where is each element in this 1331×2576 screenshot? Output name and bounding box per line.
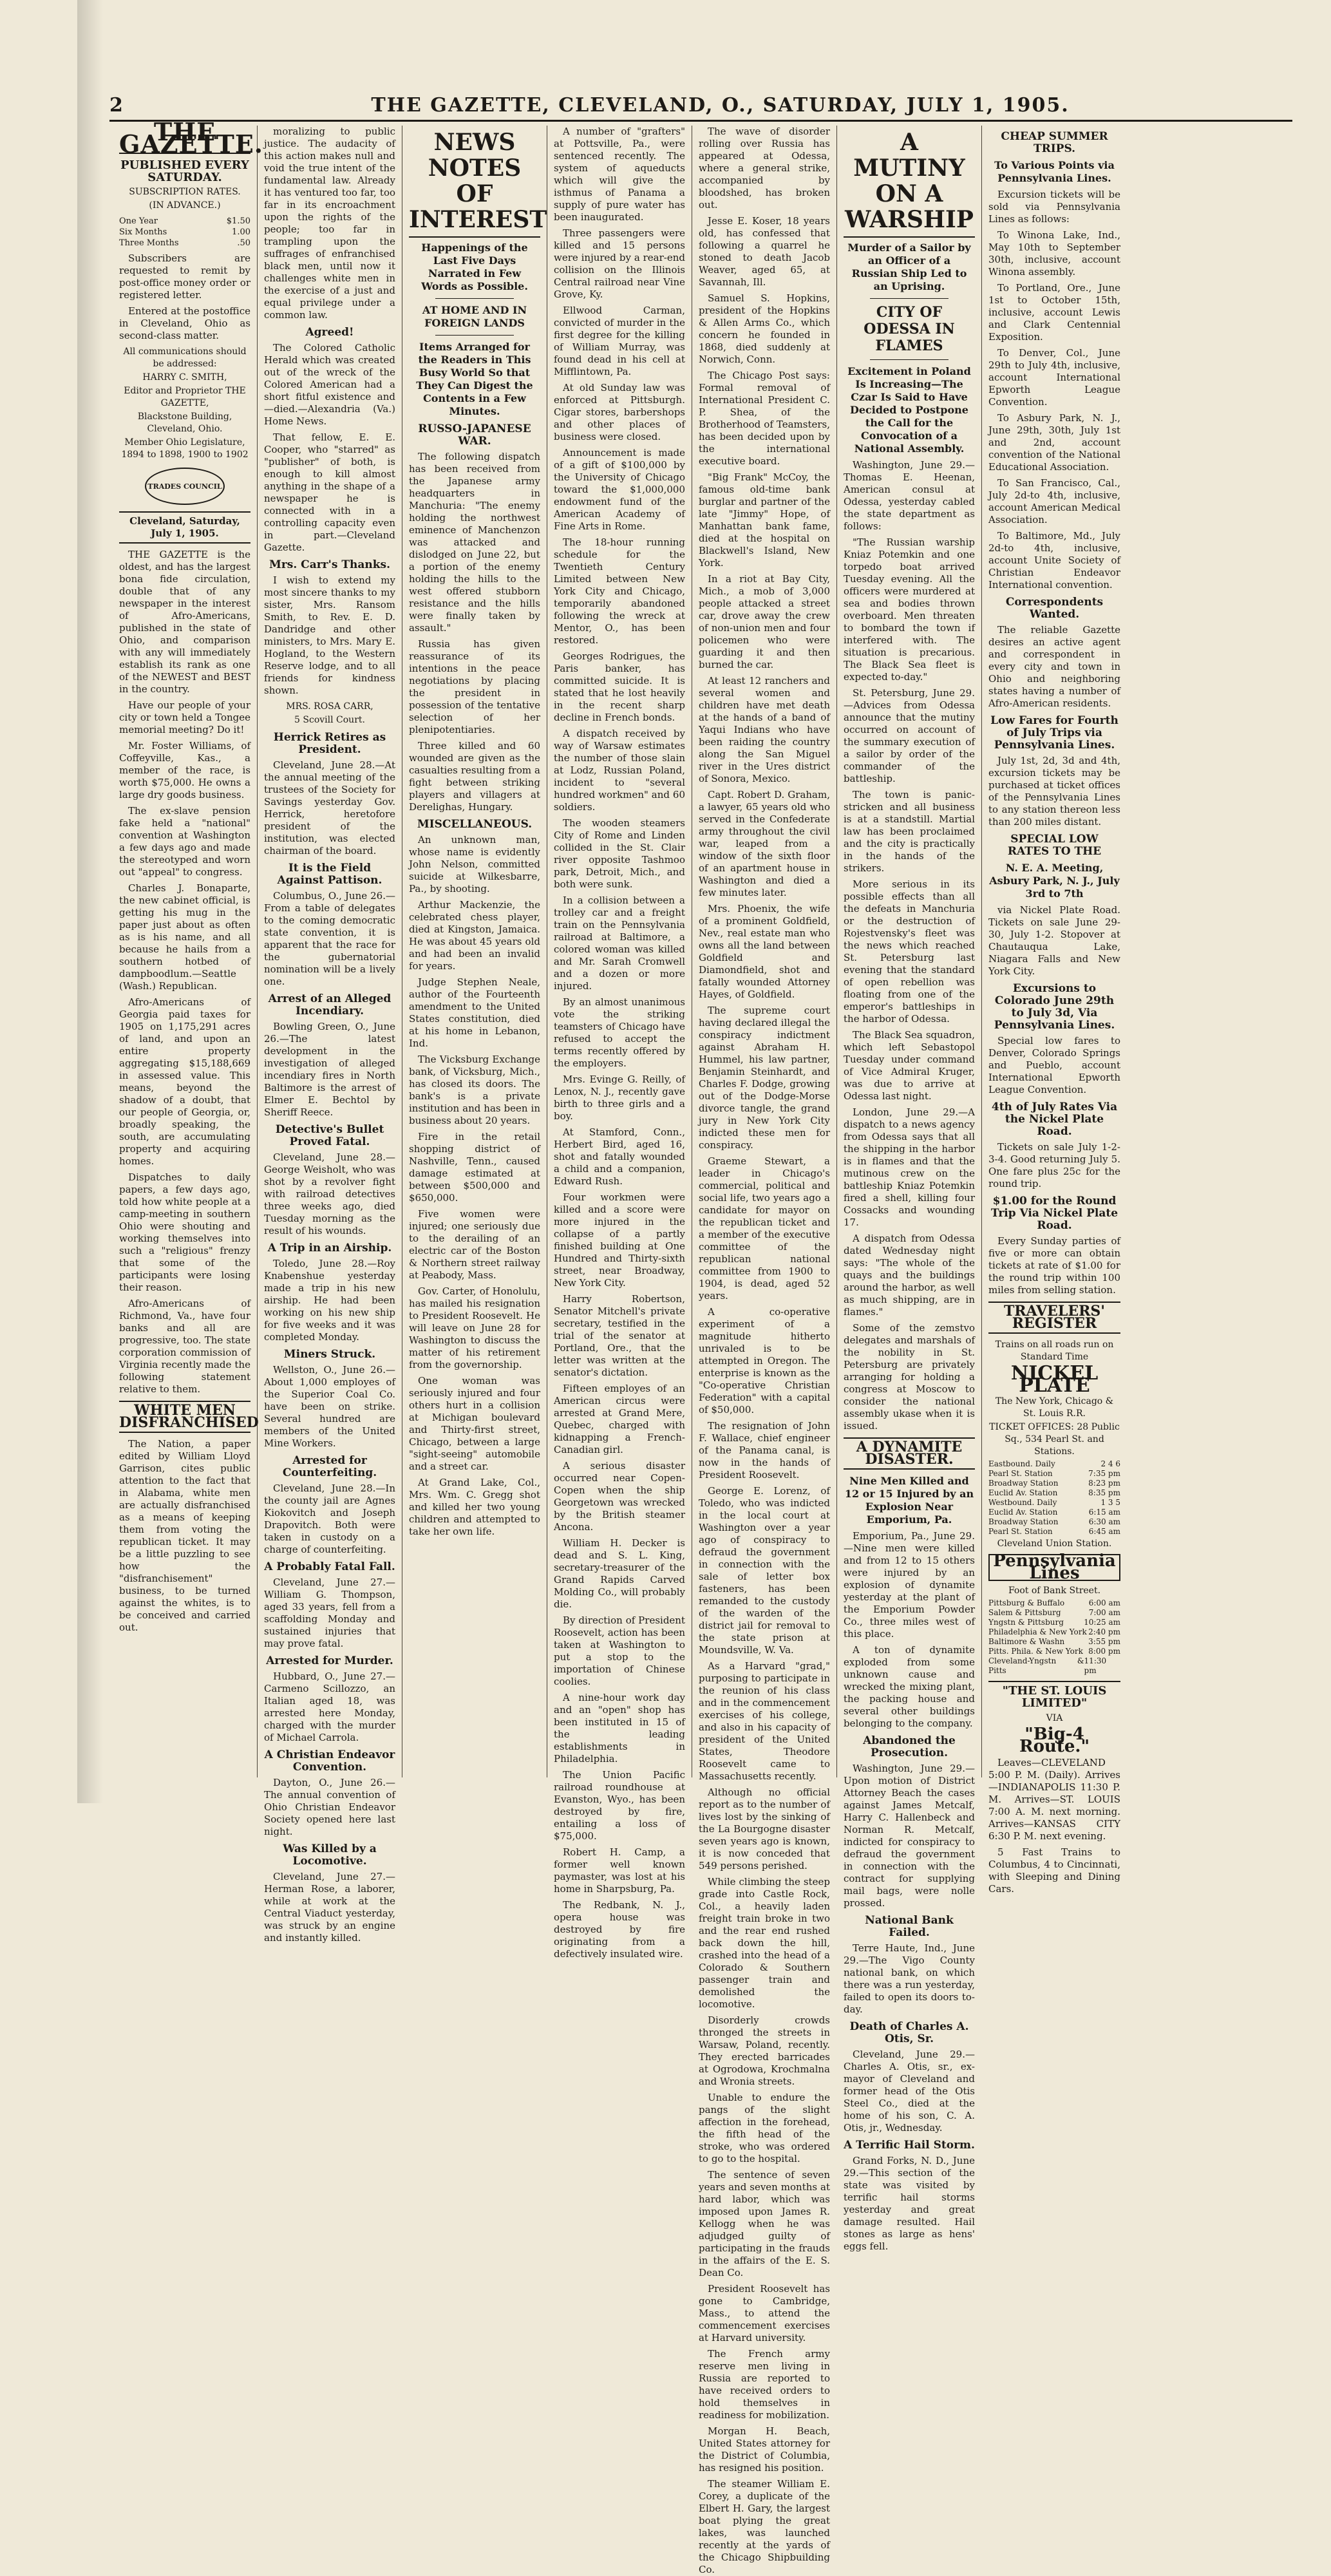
article-paragraph: The ex-slave pension fake held a "national" convention at Washington a few days ago and made the stereotyped and worn out "appeal" to congress. (119, 805, 250, 878)
editor-role: Editor and Proprietor THE GAZETTE, (124, 386, 246, 408)
article-paragraph: A nine-hour work day and an "open" shop has been instituted in 15 of the leading establishments in Philadelphia. (554, 1692, 685, 1765)
article-paragraph: To Asbury Park, N. J., June 29th, 30th, July 1st and 2nd, account convention of the National Educational Association. (988, 412, 1120, 473)
table-row: Pearl St. Station 6:45 am (988, 1527, 1120, 1536)
deck: Excitement in Poland Is Increasing—The Czar Is Said to Have Decided to Postpone the Call for the Convocation of a National Assembly. (847, 365, 971, 455)
article-paragraph: To Portland, Ore., June 1st to October 15th, inclusive, account Lewis and Clark Centennial Exposition. (988, 282, 1120, 343)
article-paragraph: A dispatch received by way of Warsaw estimates the number of those slain at Lodz, Russian Poland, incident to "several hundred workmen" and 60 soldiers. (554, 728, 685, 813)
legislature-note: Member Ohio Legislature, 1894 to 1898, 1900 to 1902 (121, 437, 249, 460)
table-row: Pittsburg & Buffalo 6:00 am (988, 1598, 1120, 1607)
article-paragraph: Arthur Mackenzie, the celebrated chess player, died at Kingston, Jamaica. He was about 45 years old and had been an invalid for years. (409, 899, 540, 972)
section-heading: 4th of July Rates Via the Nickel Plate Road. (991, 1101, 1118, 1138)
penn-timetable (988, 1598, 1120, 1676)
section-heading: Agreed! (305, 326, 354, 339)
section-heading: WHITE MEN DISFRANCHISED (119, 1401, 250, 1433)
article-paragraph: Gov. Carter, of Honolulu, has mailed his resignation to President Roosevelt. He will leave on June 28 for Washington to discuss the matter of his retirement from the governorship. (409, 1285, 540, 1370)
article-paragraph: Leaves—CLEVELAND 5:00 P. M. (Daily). Arrives—INDIANAPOLIS 11:30 P. M. Arrives—ST. LOUIS 7:00 A. M. next morning. Arrives—KANSAS CITY 6:30 P. M. next evening. (988, 1757, 1120, 1842)
article-paragraph: Unable to endure the pangs of the slight affection in the forehead, the fifth head of the stroke, who was ordered to go to the hospital. (699, 2092, 830, 2164)
section-heading: Mrs. Carr's Thanks. (269, 558, 390, 571)
page-number: 2 (109, 93, 123, 117)
article-paragraph: The resignation of John F. Wallace, chief engineer of the Panama canal, is now in the hands of President Roosevelt. (699, 1420, 830, 1481)
article-paragraph: Disorderly crowds thronged the streets in Warsaw, Poland, recently. They erected barricades at Ogrodowa, Krochmalna and Wronia streets. (699, 2014, 830, 2087)
address-note: All communications should be addressed: (123, 346, 247, 369)
article-paragraph: Hubbard, O., June 27.—Carmeno Scillozzo, an Italian aged 18, was arrested here Monday, charged with the murder of Michael Carrola. (264, 1671, 395, 1743)
article-paragraph: Cleveland, June 28.—In the county jail are Agnes Kiokovitch and Joseph Drapovitch. Both were taken in custody on a charge of counterfeiting. (264, 1482, 395, 1555)
penn-station: Cleveland Union Station. (997, 1539, 1112, 1549)
section-heading: National Bank Failed. (865, 1914, 954, 1939)
union-label-icon: TRADES COUNCIL (145, 468, 225, 505)
article-paragraph: Russia has given reassurance of its intentions in the peace negotiations by placing the president in possession of the tentative selection of her plenipotentiaries. (409, 638, 540, 735)
article-paragraph: At Grand Lake, Col., Mrs. Wm. C. Gregg shot and killed her two young children and attempted to take her own life. (409, 1477, 540, 1537)
article-paragraph: Graeme Stewart, a leader in Chicago's commercial, political and social life, two years ago a candidate for mayor on the republican ticket and a member of the executive committee of the republican national committee from 1900 to 1904, is dead, aged 52 years. (699, 1155, 830, 1302)
article-paragraph: Afro-Americans of Georgia paid taxes for 1905 on 1,175,291 acres of land, and upon an entire property aggregating $15,188,669 in assessed value. This means, beyond the shadow of a doubt, that our people of Georgia, or, broadly speaking, the south, are accumulating property and acquiring homes. (119, 996, 250, 1167)
article-paragraph: The 18-hour running schedule for the Twentieth Century Limited between New York City and Chicago, temporarily abandoned following the wreck at Mentor, O., has been restored. (554, 536, 685, 646)
article-paragraph: Tickets on sale July 1-2-3-4. Good returning July 5. One fare plus 25c for the round trip. (988, 1141, 1120, 1189)
divider (870, 298, 949, 299)
column-5 (692, 126, 837, 2575)
table-row: Pitts. Phila. & New York 8:00 pm (988, 1647, 1120, 1656)
article-paragraph: Afro-Americans of Richmond, Va., have four banks and all are progressive, too. The state corporation commission of Virginia recently made the following statement relative to them. (119, 1298, 250, 1395)
columns (113, 117, 1292, 2575)
article-paragraph: Wellston, O., June 26.—About 1,000 employes of the Superior Coal Co. have been on strike. Several hundred are members of the United Mine Workers. (264, 1364, 395, 1449)
section-heading: SPECIAL LOW RATES TO THE (1007, 833, 1102, 858)
article-paragraph: Bowling Green, O., June 26.—The latest development in the investigation of alleged incendiary fires in North Baltimore is the arrest of Elmer E. Bechtol by Sheriff Reece. (264, 1021, 395, 1118)
section-heading: Excursions to Colorado June 29th to July 3d, Via Pennsylvania Lines. (994, 982, 1115, 1032)
rates-table (119, 216, 250, 249)
article-paragraph: Three passengers were killed and 15 persons were injured by a rear-end collision on the Illinois Central railroad near Vine Grove, Ky. (554, 227, 685, 300)
article-paragraph: Every Sunday parties of five or more can obtain tickets at rate of $1.00 for the round trip within 100 miles from selling station. (988, 1235, 1120, 1296)
article-paragraph: Mrs. Phoenix, the wife of a prominent Goldfield, Nev., real estate man who owns all the land between Goldfield and Diamondfield, shot and fatally wounded Attorney Hayes, of Goldfield. (699, 903, 830, 1000)
article-paragraph: The steamer William E. Corey, a duplicate of the Elbert H. Gary, the largest boat plying the great lakes, was launched recently at the yards of the Chicago Shipbuilding Co. (699, 2478, 830, 2575)
page-title: THE GAZETTE, CLEVELAND, O., SATURDAY, JULY 1, 1905. (371, 93, 1070, 117)
table-row: Westbound. Daily 1 3 5 (988, 1498, 1120, 1507)
article-paragraph: William H. Decker is dead and S. L. King, secretary-treasurer of the Grand Rapids Carved Molding Co., will probably die. (554, 1537, 685, 1610)
rate-row: Six Months 1.00 (119, 227, 250, 237)
article-paragraph: Harry Robertson, Senator Mitchell's private secretary, testified in the trial of the senator at Portland, Ore., that the letter was written at the senator's dictation. (554, 1293, 685, 1378)
table-row: Broadway Station 8:23 pm (988, 1479, 1120, 1488)
article-paragraph: The Nation, a paper edited by William Lloyd Garrison, cites public attention to the fact that in Alabama, white men are actually disfranchised as a means of keeping them from voting the republican ticket. It may be a little puzzling to see how the "disfranchisement" business, to be turned against the whites, is to be conceived and carried out. (119, 1438, 250, 1633)
article-paragraph: The sentence of seven years and seven months at hard labor, which was imposed upon James R. Kellogg when he was adjudged guilty of participating in the frauds in the affairs of the E. S. Dean Co. (699, 2169, 830, 2278)
article-paragraph: Although no official report as to the number of lives lost by the sinking of the La Bourgogne disaster seven years ago is known, it is now conceded that 549 persons perished. (699, 1786, 830, 1871)
article-paragraph: To San Francisco, Cal., July 2d-to 4th, inclusive, account American Medical Association. (988, 477, 1120, 526)
article-paragraph: By direction of President Roosevelt, action has been taken at Washington to put a stop to the importation of Chinese coolies. (554, 1615, 685, 1687)
section-heading: Arrested for Murder. (266, 1654, 393, 1667)
article-paragraph: Morgan H. Beach, United States attorney for the District of Columbia, has resigned his position. (699, 2425, 830, 2474)
section-heading: Correspondents Wanted. (1005, 596, 1104, 621)
column-6 (837, 126, 982, 2252)
table-row: Salem & Pittsburg 7:00 am (988, 1608, 1120, 1617)
rate-row: Three Months .50 (119, 238, 250, 248)
article-paragraph: London, June 29.—A dispatch to a news agency from Odessa says that all the shipping in the harbor is in flames and that the mutinous crew on the battleship Kniaz Potemkin fired a shell, killing four Cossacks and wounding 17. (844, 1106, 975, 1228)
dateline: Cleveland, Saturday, July 1, 1905. (119, 511, 250, 544)
article-paragraph: While climbing the steep grade into Castle Rock, Col., a heavily laden freight train broke in two and the rear end rushed back down the hill, crashed into the head of a Colorado & Southern passenger train and demolished the locomotive. (699, 1876, 830, 2010)
article-paragraph: Announcement is made of a gift of $100,000 by the University of Chicago toward the $1,000,000 endowment fund of the American Academy of Fine Arts in Rome. (554, 447, 685, 532)
article-paragraph: One woman was seriously injured and four others hurt in a collision at Michigan boulevard and Thirty-first street, Chicago, between a large "sight-seeing" automobile and a street car. (409, 1375, 540, 1472)
table-row: Pearl St. Station 7:35 pm (988, 1469, 1120, 1478)
article-paragraph: Mr. Foster Williams, of Coffeyville, Kas., a member of the race, is worth $75,000. He owns a large dry goods business. (119, 740, 250, 800)
article-paragraph: Mrs. Evinge G. Reilly, of Lenox, N. J., recently gave birth to three girls and a boy. (554, 1074, 685, 1122)
section-heading: A Christian Endeavor Convention. (264, 1748, 395, 1774)
section-heading: A Terrific Hail Storm. (844, 2139, 975, 2152)
article-paragraph: The supreme court having declared illegal the conspiracy indictment against Abraham H. Hummel, his law partner, Benjamin Steinhardt, and Charles F. Dodge, growing out of the Dodge-Morse divorce tangle, the grand jury in New York City indicted these men for conspiracy. (699, 1005, 830, 1151)
page-fold-shadow (77, 0, 103, 1803)
table-row: Baltimore & Washn 3:55 pm (988, 1637, 1120, 1646)
article-paragraph: More serious in its possible effects than all the defeats in Manchuria or the destruction of Rojestvensky's fleet was the news which reached St. Petersburg last evening that the standard of open rebellion was floating from one of the emperor's battleships in the harbor of Odessa. (844, 878, 975, 1025)
article-paragraph: Four workmen were killed and a score were more injured in the collapse of a partly finished building at One Hundred and Thirty-sixth street, near Broadway, New York City. (554, 1191, 685, 1289)
article-paragraph: At old Sunday law was enforced at Pittsburgh. Cigar stores, barbershops and other places of business were closed. (554, 382, 685, 442)
article-paragraph: Capt. Robert D. Graham, a lawyer, 65 years old who served in the Confederate army throughout the civil war, leaped from a window of the sixth floor of an apartment house in Washington and died a few minutes later. (699, 789, 830, 898)
section-heading: Herrick Retires as President. (273, 731, 386, 756)
article-paragraph: Emporium, Pa., June 29.—Nine men were killed and from 12 to 15 others were injured by an explosion of dynamite yesterday at the plant of the Emporium Powder Co., three miles west of this place. (844, 1530, 975, 1640)
article-paragraph: A dispatch from Odessa dated Wednesday night says: "The whole of the quays and the buildings around the harbor, as well as much shipping, are in flames." (844, 1233, 975, 1318)
column-2 (258, 126, 402, 1944)
article-paragraph: To Winona Lake, Ind., May 10th to September 30th, inclusive, account Winona assembly. (988, 229, 1120, 278)
column-7 (982, 126, 1127, 1895)
article-paragraph: Terre Haute, Ind., June 29.—The Vigo County national bank, on which there was a run yesterday, failed to open its doors to-day. (844, 1942, 975, 2015)
subheadline: N. E. A. Meeting, Asbury Park, N. J., July 3rd to 7th (989, 862, 1120, 900)
section-heading: Was Killed by a Locomotive. (283, 1842, 377, 1868)
article-paragraph: Jesse E. Koser, 18 years old, has confessed that following a quarrel he stoned to death Jacob Weaver, aged 65, at Savannah, Ill. (699, 215, 830, 288)
section-heading: Detective's Bullet Proved Fatal. (275, 1123, 384, 1148)
article-paragraph: Excursion tickets will be sold via Pennsylvania Lines as follows: (988, 189, 1120, 225)
article-paragraph: A number of "grafters" at Pottsville, Pa., were sentenced recently. The system of aqueducts which will give the isthmus of Panama a supply of pure water has been inaugurated. (554, 126, 685, 223)
article-paragraph: Columbus, O., June 26.—From a table of delegates to the coming democratic state convention, it is apparent that the race for the gubernatorial nomination will be a lively one. (264, 890, 395, 987)
deck: Items Arranged for the Readers in This Busy World So that They Can Digest the Contents in a Few Minutes. (416, 341, 533, 417)
article-paragraph: Some of the zemstvo delegates and marshals of the nobility in St. Petersburg are privately arranging for holding a congress at Moscow to consider the national assembly ukase when it is issued. (844, 1322, 975, 1432)
signature-address: 5 Scovill Court. (294, 715, 365, 725)
pennsylvania-lines-logo: Pennsylvania Lines (988, 1554, 1120, 1581)
article-paragraph: The wave of disorder rolling over Russia has appeared at Odessa, where a general strike, accompanied by bloodshed, has broken out. (699, 126, 830, 211)
published-line: PUBLISHED EVERY SATURDAY. (120, 158, 249, 184)
subheadline: Murder of a Sailor by an Officer of a Russian Ship Led to an Uprising. (847, 242, 971, 292)
article-paragraph: The reliable Gazette desires an active agent and correspondent in every city and town in Ohio and neighboring states having a number of Afro-American residents. (988, 624, 1120, 709)
article-paragraph: July 1st, 2d, 3d and 4th, excursion tickets may be purchased at ticket offices of the Pennsylvania Lines to any station thereon less than 200 miles distant. (988, 755, 1120, 828)
column-4 (547, 126, 692, 1960)
article-paragraph: Grand Forks, N. D., June 29.—This section of the state was visited by terrific hail storms yesterday and great damage resulted. Hail stones as large as hens' eggs fell. (844, 2155, 975, 2252)
table-row: Euclid Av. Station 6:15 am (988, 1508, 1120, 1517)
article-paragraph: Cleveland, June 28.—At the annual meeting of the trustees of the Society for Savings yesterday Gov. Herrick, heretofore president of the institution, was elected chairman of the board. (264, 759, 395, 857)
article-paragraph: A serious disaster occurred near Copen-Copen when the ship Georgetown was wrecked by the British steamer Ancona. (554, 1460, 685, 1533)
section-heading: A DYNAMITE DISASTER. (844, 1437, 975, 1470)
divider (435, 298, 514, 299)
article-paragraph: The town is panic-stricken and all business is at a standstill. Martial law has been proclaimed and the city is practically in the hands of the strikers. (844, 789, 975, 874)
article-paragraph: George E. Lorenz, of Toledo, who was indicted in the local court at Washington over a year ago of conspiracy to defraud the government in connection with the sale of letter box fasteners, has been remanded to the custody of the warden of the district jail for removal to the state prison at Moundsville, W. Va. (699, 1485, 830, 1656)
article-paragraph: via Nickel Plate Road. Tickets on sale June 29-30, July 1-2. Stopover at Chautauqua Lake, Niagara Falls and New York City. (988, 904, 1120, 977)
headline-secondary: CITY OF ODESSA IN FLAMES (864, 304, 955, 354)
table-row: Eastbound. Daily 2 4 6 (988, 1459, 1120, 1468)
article-paragraph: Judge Stephen Neale, author of the Fourteenth amendment to the United States constitution, died at his home in Lebanon, Ind. (409, 976, 540, 1049)
article-paragraph: Toledo, June 28.—Roy Knabenshue yesterday made a trip in his new airship. He had been working on his new ship for five weeks and it was completed Monday. (264, 1258, 395, 1343)
headline: A MUTINY ON A WARSHIP (844, 129, 975, 238)
nickel-plate-logo: NICKEL PLATE (1010, 1362, 1099, 1397)
article-paragraph: Cleveland, June 27.—Herman Rose, a laborer, while at work at the Central Viaduct yesterday, was struck by an engine and instantly killed. (264, 1871, 395, 1944)
page-header (109, 90, 1292, 122)
signature: MRS. ROSA CARR, (286, 701, 373, 712)
section-heading: Arrest of an Alleged Incendiary. (268, 992, 392, 1018)
rates-title: SUBSCRIPTION RATES. (129, 187, 241, 197)
article-paragraph: St. Petersburg, June 29.—Advices from Odessa announce that the mutiny occurred on account of the summary execution of a sailor by order of the commander of the battleship. (844, 687, 975, 784)
section-heading: TRAVELERS' REGISTER (988, 1302, 1120, 1334)
section-heading: Abandoned the Prosecution. (863, 1734, 956, 1759)
article-paragraph: The French army reserve men living in Russia are reported to have received orders to hold themselves in readiness for mobilization. (699, 2348, 830, 2421)
article-paragraph: To Baltimore, Md., July 2d-to 4th, inclusive, account Unite Society of Christian Endeavor International convention. (988, 530, 1120, 591)
via-label: VIA (1046, 1713, 1063, 1723)
article-paragraph: Charles J. Bonaparte, the new cabinet official, is getting his mug in the paper just about as often as is his name, and all because he hails from a southern hotbed of dampboodlum.—Seattle (Wash.) Republican. (119, 882, 250, 992)
article-paragraph: In a collision between a trolley car and a freight train on the Pennsylvania railroad at Baltimore, a colored woman was killed and Mr. Sarah Cromwell and a dozen or more injured. (554, 895, 685, 992)
subscribers-note: Subscribers are requested to remit by post-office money order or registered letter. (119, 252, 250, 301)
table-row: Yngstn & Pittsburg 10:25 am (988, 1618, 1120, 1627)
section-heading: It is the Field Against Pattison. (277, 862, 382, 887)
st-louis-limited: "THE ST. LOUIS LIMITED" (988, 1681, 1120, 1709)
article-paragraph: THE GAZETTE is the oldest, and has the largest bona fide circulation, double that of any newspaper in the interest of Afro-Americans, published in the state of Ohio, and comparison with any will immediately establish its rank as one of the NEWEST and BEST in the country. (119, 549, 250, 695)
article-paragraph: The Redbank, N. J., opera house was destroyed by fire originating from a defectively insulated wire. (554, 1899, 685, 1960)
headline: NEWS NOTES OF INTEREST (409, 129, 540, 238)
editor-name: HARRY C. SMITH, (142, 372, 227, 383)
article-paragraph: Fire in the retail shopping district of Nashville, Tenn., caused damage estimated at between $500,000 and $650,000. (409, 1131, 540, 1204)
article-paragraph: Have our people of your city or town held a Tongee memorial meeting? Do it! (119, 699, 250, 735)
article-paragraph: Cleveland, June 27.—William G. Thompson, aged 33 years, fell from a scaffolding Monday and sustained injuries that may prove fatal. (264, 1577, 395, 1649)
column-3 (402, 126, 547, 1777)
article-paragraph: A ton of dynamite exploded from some unknown cause and wrecked the mixing plant, the packing house and several other buildings belonging to the company. (844, 1644, 975, 1729)
article-paragraph: Dayton, O., June 26.—The annual convention of Ohio Christian Endeavor Society opened here last night. (264, 1777, 395, 1837)
article-paragraph: That fellow, E. E. Cooper, who "starred" as "publisher" of both, is enough to kill almost anything in the shape of a newspaper he is connected with in a controlling capacity even in part.—Cleveland Gazette. (264, 431, 395, 553)
divider (870, 359, 949, 360)
article-paragraph: To Denver, Col., June 29th to July 4th, inclusive, account International Epworth League Convention. (988, 347, 1120, 408)
article-paragraph: The Black Sea squadron, which left Sebastopol Tuesday under command of Vice Admiral Kruger, was due to arrive at Odessa last night. (844, 1029, 975, 1102)
rate-row: One Year $1.50 (119, 216, 250, 226)
article-paragraph: I wish to extend my most sincere thanks to my sister, Mrs. Ransom Smith, to Rev. E. D. Dandridge and other ministers, to Mrs. Mary E. Hogland, to the Western Reserve lodge, and to all friends for kindness shown. (264, 574, 395, 696)
article-paragraph: By an almost unanimous vote the striking teamsters of Chicago have refused to accept the terms recently offered by the employers. (554, 996, 685, 1069)
article-paragraph: The wooden steamers City of Rome and Linden collided in the St. Clair river opposite Tashmoo park, Detroit, Mich., and both were sunk. (554, 817, 685, 890)
table-row: Euclid Av. Station 8:35 pm (988, 1488, 1120, 1497)
article-paragraph: Special low fares to Denver, Colorado Springs and Pueblo, account International Epworth League Convention. (988, 1035, 1120, 1095)
article-paragraph: An unknown man, whose name is evidently John Nelson, committed suicide at Wilkesbarre, Pa., by shooting. (409, 834, 540, 895)
article-paragraph: The Colored Catholic Herald which was created out of the wreck of the Colored American had a short fitful existence and—died.—Alexandria (Va.) Home News. (264, 342, 395, 427)
article-paragraph: Ellwood Carman, convicted of murder in the first degree for the killing of William Murray, was found dead in his cell at Mifflintown, Pa. (554, 305, 685, 377)
section-heading: $1.00 for the Round Trip Via Nickel Plate Road. (990, 1195, 1119, 1232)
editor-address: Blackstone Building, Cleveland, Ohio. (137, 412, 232, 434)
article-paragraph: 5 Fast Trains to Columbus, 4 to Cincinnati, with Sleeping and Dining Cars. (988, 1846, 1120, 1895)
article-paragraph: At Stamford, Conn., Herbert Bird, aged 16, shot and fatally wounded a child and a companion, Edward Rush. (554, 1126, 685, 1187)
article-paragraph: Cleveland, June 29.—Charles A. Otis, sr., ex-mayor of Cleveland and former head of the Otis Steel Co., died at the home of his son, C. A. Otis, jr., Wednesday. (844, 2049, 975, 2134)
nickel-plate-subtitle: The New York, Chicago & St. Louis R.R. (995, 1396, 1114, 1419)
section-heading: MISCELLANEOUS. (417, 818, 533, 831)
article-paragraph: As a Harvard "grad," purposing to participate in the reunion of his class and in the commencement exercises of his college, and also in his capacity of president of the United States, Theodore Roosevelt came to Massachusetts recently. (699, 1660, 830, 1782)
column-1 (113, 117, 264, 1777)
subheadline: To Various Points via Pennsylvania Lines. (994, 159, 1115, 184)
table-row: Philadelphia & New York 2:40 pm (988, 1627, 1120, 1636)
penn-subtitle: Foot of Bank Street. (1008, 1586, 1101, 1596)
article-paragraph: A co-operative experiment of a magnitude hitherto unrivaled is to be attempted in Oregon. The enterprise is known as the "Co-operative Christian Federation" with a capital of $50,000. (699, 1306, 830, 1416)
section-heading: Arrested for Counterfeiting. (282, 1454, 377, 1479)
article-paragraph: "Big Frank" McCoy, the famous old-time bank burglar and partner of the late "Jimmy" Hope, of Manhattan bank fame, died at the hospital on Blackwell's Island, New York. (699, 471, 830, 569)
register-subtitle: Trains on all roads run on Standard Time (995, 1340, 1114, 1362)
article-paragraph: The following dispatch has been received from the Japanese army headquarters in Manchuria: "The enemy holding the northwest eminence of Manchenzon was attacked and dislodged on June 22, but a portion of the enemy holding the hills to the west offered stubborn resistance and the hills were finally taken by assault." (409, 451, 540, 634)
article-paragraph: In a riot at Bay City, Mich., a mob of 3,000 people attacked a street car, drove away the crew of non-union men and four policemen who were guarding it and then burned the car. (699, 573, 830, 670)
article-paragraph: Dispatches to daily papers, a few days ago, told how white people at a camp-meeting in southern Ohio were shouting and working themselves into such a "religious" frenzy that some of the participants were losing their reason. (119, 1171, 250, 1293)
section-heading: CHEAP SUMMER TRIPS. (1001, 130, 1108, 155)
table-row: Cleveland-Yngstn & Pitts 11:30 pm (988, 1656, 1107, 1675)
nickel-timetable (988, 1459, 1120, 1537)
section-label: AT HOME AND IN FOREIGN LANDS (422, 304, 527, 329)
article-paragraph: Robert H. Camp, a former well known paymaster, was lost at his home in Sharpsburg, Pa. (554, 1846, 685, 1895)
article-paragraph: At least 12 ranchers and several women and children have met death at the hands of a band of Yaqui Indians who have been raiding the country along the San Miguel river in the Ures district of Sonora, Mexico. (699, 675, 830, 784)
article-paragraph: Five women were injured; one seriously due to the derailing of an electric car of the Boston & Northern street railway at Peabody, Mass. (409, 1208, 540, 1281)
masthead: THE GAZETTE. (119, 117, 264, 158)
article-paragraph: President Roosevelt has gone to Cambridge, Mass., to attend the commencement exercises at Harvard university. (699, 2283, 830, 2344)
section-heading: Death of Charles A. Otis, Sr. (849, 2020, 969, 2045)
rates-note: (IN ADVANCE.) (149, 200, 221, 211)
subheadline: Happenings of the Last Five Days Narrated in Few Words as Possible. (421, 242, 528, 292)
article-paragraph: moralizing to public justice. The audacity of this action makes null and void the true intent of the fundamental law. Already it has ventured too far, too far in its encroachment upon the rights of the people; too far in trampling upon the suffrages of enfranchised black men, until now it challenges white men in the exercise of a just and equal privilege under a common law. (264, 126, 395, 321)
big-four-route-logo: "Big-4 Route." (1019, 1725, 1090, 1756)
article-paragraph: Washington, June 29.—Thomas E. Heenan, American consul at Odessa, yesterday cabled the state department as follows: (844, 459, 975, 532)
section-heading: RUSSO-JAPANESE WAR. (418, 422, 531, 448)
article-paragraph: The Union Pacific railroad roundhouse at Evanston, Wyo., has been destroyed by fire, entailing a loss of $75,000. (554, 1769, 685, 1842)
article-paragraph: Cleveland, June 28.—George Weisholt, who was shot by a revolver fight with railroad detectives three weeks ago, died Tuesday morning as the result of his wounds. (264, 1151, 395, 1236)
article-paragraph: Fifteen employes of an American circus were arrested at Grand Mere, Quebec, charged with kidnapping a French-Canadian girl. (554, 1383, 685, 1455)
article-paragraph: Three killed and 60 wounded are given as the casualties resulting from a fight between striking players and villagers at Derelighas, Hungary. (409, 740, 540, 813)
article-paragraph: "The Russian warship Kniaz Potemkin and one torpedo boat arrived Tuesday evening. All the officers were murdered at sea and bodies thrown overboard. Men threaten to bombard the town if interfered with. The situation is precarious. The Black Sea fleet is expected to-day." (844, 536, 975, 683)
section-heading: A Trip in an Airship. (267, 1242, 392, 1255)
divider (435, 335, 514, 336)
deck: Nine Men Killed and 12 or 15 Injured by an Explosion Near Emporium, Pa. (844, 1475, 974, 1526)
article-paragraph: The Chicago Post says: Formal removal of International President C. P. Shea, of the Brotherhood of Teamsters, has been decided upon by the international executive board. (699, 370, 830, 467)
table-row: Broadway Station 6:30 am (988, 1517, 1120, 1526)
ticket-offices: TICKET OFFICES: 28 Public Sq., 534 Pearl St. and Stations. (989, 1422, 1120, 1457)
entered-note: Entered at the postoffice in Cleveland, Ohio as second-class matter. (119, 305, 250, 341)
article-paragraph: Georges Rodrigues, the Paris banker, has committed suicide. It is stated that he lost heavily in the recent sharp decline in French bonds. (554, 650, 685, 723)
article-paragraph: Washington, June 29.—Upon motion of District Attorney Beach the cases against James Metcalf, Harry C. Hallenbeck and Norman R. Metcalf, indicted for conspiracy to defraud the government in connection with the contract for supplying mail bags, were nolle prossed. (844, 1763, 975, 1909)
article-paragraph: The Vicksburg Exchange bank, of Vicksburg, Mich., has closed its doors. The bank's is a private institution and has been in business about 20 years. (409, 1054, 540, 1126)
article-paragraph: Samuel S. Hopkins, president of the Hopkins & Allen Arms Co., which concern he founded in 1868, died suddenly at Norwich, Conn. (699, 292, 830, 365)
section-heading: Miners Struck. (283, 1348, 376, 1361)
section-heading: Low Fares for Fourth of July Trips via Pennsylvania Lines. (990, 714, 1119, 752)
section-heading: A Probably Fatal Fall. (264, 1560, 395, 1573)
